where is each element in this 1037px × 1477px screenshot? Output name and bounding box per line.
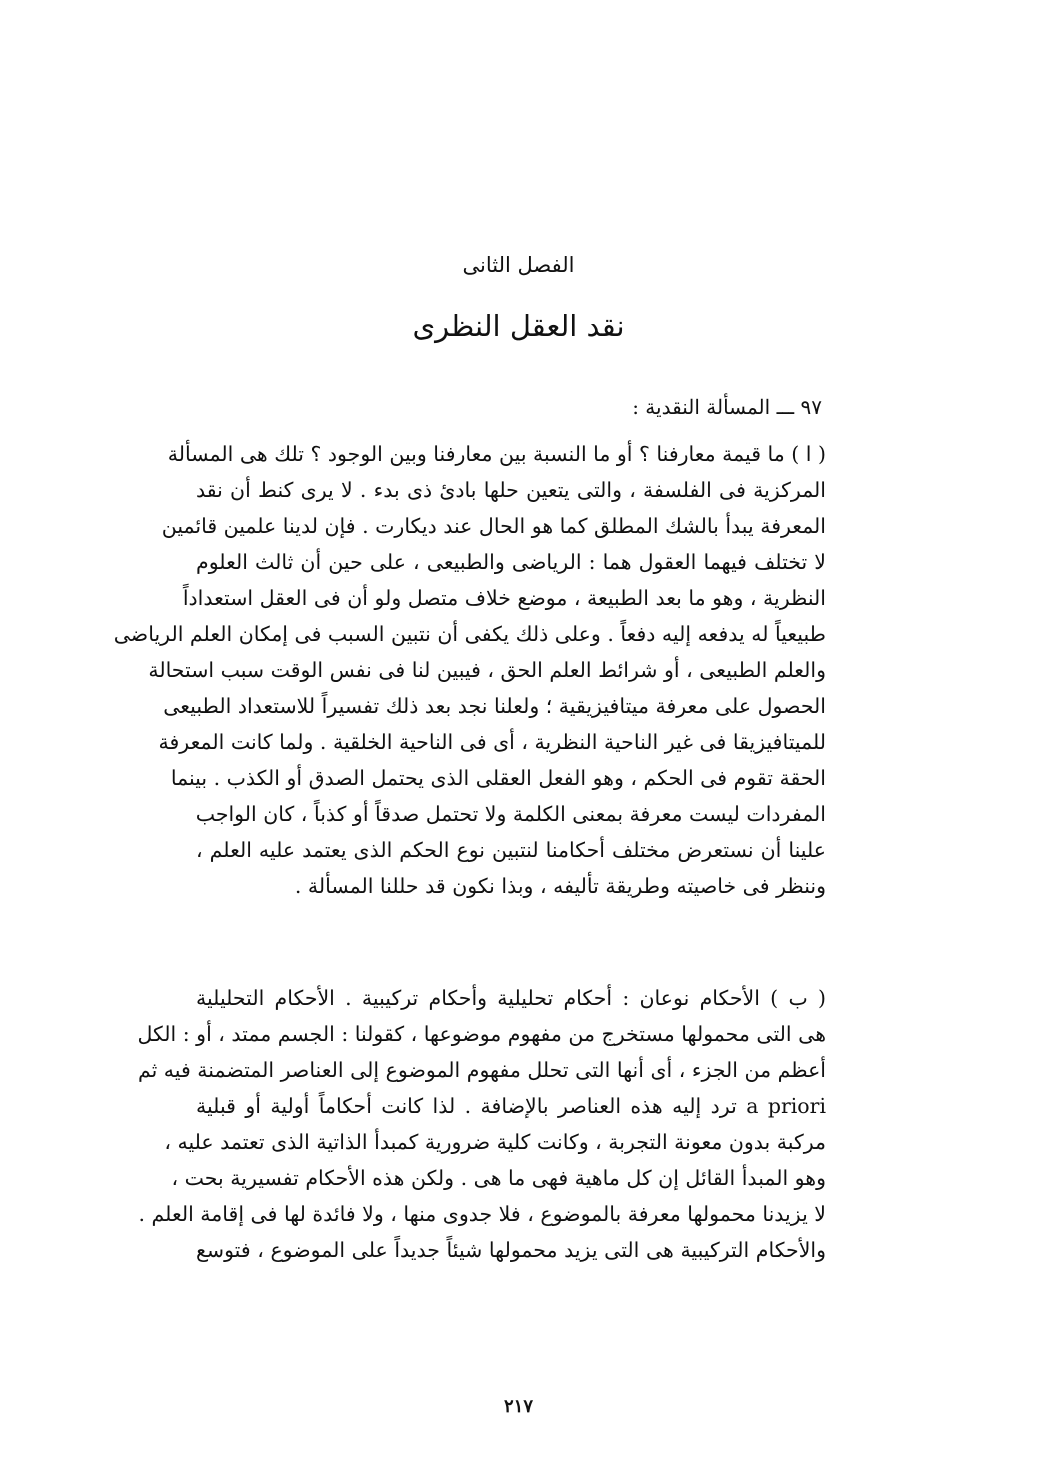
text-line: النظرية ، وهو ما بعد الطبيعة ، موضع خلاف متصل ولو أن فى العقل استعداداً xyxy=(182,586,826,610)
text-line: لا تختلف فيهما العقول هما : الرياضى والطبيعى ، على حين أن ثالث العلوم xyxy=(196,550,826,574)
text-line: ( ا ) ما قيمة معارفنا ؟ أو ما النسبة بين معارفنا وبين الوجود ؟ تلك هى المسألة xyxy=(167,442,826,466)
text-line: لا يزيدنا محمولها معرفة بالموضوع ، فلا جدوى منها ، ولا فائدة لها فى إقامة العلم . xyxy=(138,1202,826,1226)
latin-term: a priori xyxy=(746,1094,826,1118)
text-line: المعرفة يبدأ بالشك المطلق كما هو الحال عند ديكارت . فإن لدينا علمين قائمين xyxy=(161,514,826,538)
text-line: ( ب ) الأحكام نوعان : أحكام تحليلية وأحكام تركيبية . الأحكام التحليلية xyxy=(196,986,826,1010)
text-line: الحقة تقوم فى الحكم ، وهو الفعل العقلى الذى يحتمل الصدق أو الكذب . بينما xyxy=(170,766,826,790)
text-line: للميتافيزيقا فى غير الناحية النظرية ، أى فى الناحية الخلقية . ولما كانت المعرفة xyxy=(158,730,826,754)
text-line: وننظر فى خاصيته وطريقة تأليفه ، وبذا نكون قد حللنا المسألة . xyxy=(294,874,826,898)
chapter-label: الفصل الثانى xyxy=(462,253,575,277)
text-line: المفردات ليست معرفة بمعنى الكلمة ولا تحتمل صدقاً أو كذباً ، كان الواجب xyxy=(195,802,826,826)
text-line: والعلم الطبيعى ، أو شرائط العلم الحق ، فيبين لنا فى نفس الوقت سبب استحالة xyxy=(148,658,826,682)
text-line: وهو المبدأ القائل إن كل ماهية فهى ما هى . ولكن هذه الأحكام تفسيرية بحت ، xyxy=(171,1166,826,1190)
section-heading: ٩٧ ـــ المسألة النقدية : xyxy=(632,395,822,419)
text-fragment: ترد إليه هذه العناصر بالإضافة . لذا كانت أحكاماً أولية أو قبلية xyxy=(196,1094,737,1118)
paragraph-a xyxy=(113,436,826,904)
text-line: الحصول على معرفة ميتافيزيقية ؛ ولعلنا نجد بعد ذلك تفسيراً للاستعداد الطبيعى xyxy=(163,694,826,718)
chapter-title: نقد العقل النظرى xyxy=(412,309,625,343)
text-line: المركزية فى الفلسفة ، والتى يتعين حلها بادئ ذى بدء . لا يرى كنط أن نقد xyxy=(196,478,826,502)
text-line: علينا أن نستعرض مختلف أحكامنا لنتبين نوع الحكم الذى يعتمد عليه العلم ، xyxy=(196,838,826,862)
text-line: مركبة بدون معونة التجربة ، وكانت كلية ضرورية كمبدأ الذاتية الذى تعتمد عليه ، xyxy=(164,1130,826,1154)
text-line: طبيعياً له يدفعه إليه دفعاً . وعلى ذلك يكفى أن نتبين السبب فى إمكان العلم الرياضى xyxy=(113,622,826,646)
text-line: هى التى محمولها مستخرج من مفهوم موضوعها ، كقولنا : الجسم ممتد ، أو : الكل xyxy=(137,1022,826,1046)
paragraph-b xyxy=(137,980,826,1268)
text-line: أعظم من الجزء ، أى أنها التى تحلل مفهوم الموضوع إلى العناصر المتضمنة فيه ثم xyxy=(137,1058,826,1082)
text-line: والأحكام التركيبية هى التى يزيد محمولها شيئاً جديداً على الموضوع ، فتوسع xyxy=(196,1238,826,1262)
page-number: ٢١٧ xyxy=(503,1396,533,1417)
text-line-with-latin xyxy=(196,1088,826,1124)
